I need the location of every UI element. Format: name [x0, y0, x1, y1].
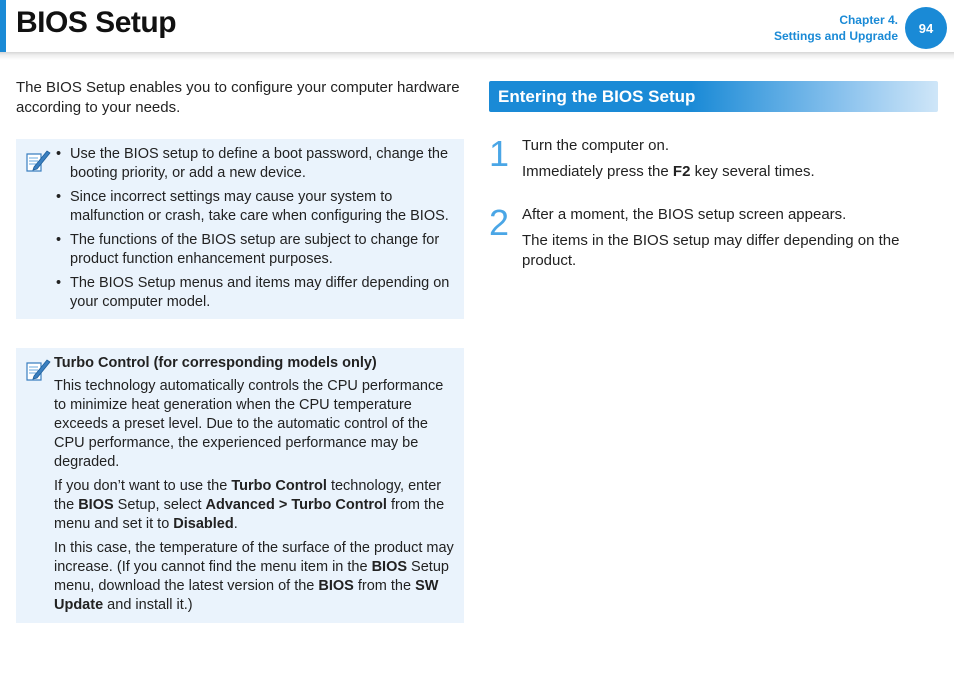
note-paragraph: In this case, the temperature of the surface of the product may increase. (If you cannot find the menu item in the BIOS Setup menu, download the latest version of the BIOS from the SW Update and install it.)	[54, 540, 454, 613]
chapter-info	[774, 12, 898, 44]
note-content	[54, 354, 456, 620]
note-paragraph: This technology automatically controls the CPU performance to minimize heat generation when the CPU temperature exceeds a preset level. Due to the automatic control of the CPU performance, the experienced performance may be degraded.	[54, 378, 444, 470]
intro-text: The BIOS Setup enables you to configure your computer hardware according to your needs.	[16, 79, 460, 116]
header-divider	[0, 52, 954, 60]
page-title: BIOS Setup	[16, 6, 177, 39]
section-heading: Entering the BIOS Setup	[489, 81, 938, 112]
memo-pencil-icon	[24, 356, 52, 384]
chapter-title: Settings and Upgrade	[773, 29, 898, 43]
page-number-badge: 94	[905, 7, 947, 49]
note-box-turbo-control	[16, 348, 464, 623]
step-text: The items in the BIOS setup may differ depending on the product.	[522, 232, 900, 269]
step-body	[522, 205, 932, 277]
note-heading: Turbo Control (for corresponding models only)	[54, 355, 377, 371]
note-list	[54, 145, 454, 317]
list-item: • The BIOS Setup menus and items may differ depending on your computer model.	[56, 275, 450, 310]
list-item: • Use the BIOS setup to define a boot password, change the booting priority, or add a new device.	[56, 146, 449, 181]
step-text: Turn the computer on.	[522, 137, 670, 154]
list-item: • The functions of the BIOS setup are subject to change for product function enhancement purposes.	[56, 232, 440, 267]
step-body	[522, 136, 932, 188]
list-item: • Since incorrect settings may cause your system to malfunction or crash, take care when configuring the BIOS.	[56, 189, 449, 224]
step-number: 2	[489, 202, 510, 243]
note-box-bios-info	[16, 139, 464, 319]
header-accent-bar	[0, 0, 6, 52]
note-paragraph: If you don’t want to use the Turbo Control technology, enter the BIOS Setup, select Advanced > Turbo Control from the menu and set it to Disabled.	[54, 478, 445, 532]
step-text: After a moment, the BIOS setup screen appears.	[522, 206, 847, 223]
memo-pencil-icon	[24, 147, 52, 175]
step-number: 1	[489, 133, 510, 174]
step-text: Immediately press the F2 key several times.	[522, 163, 815, 180]
chapter-label: Chapter 4.	[839, 13, 898, 27]
